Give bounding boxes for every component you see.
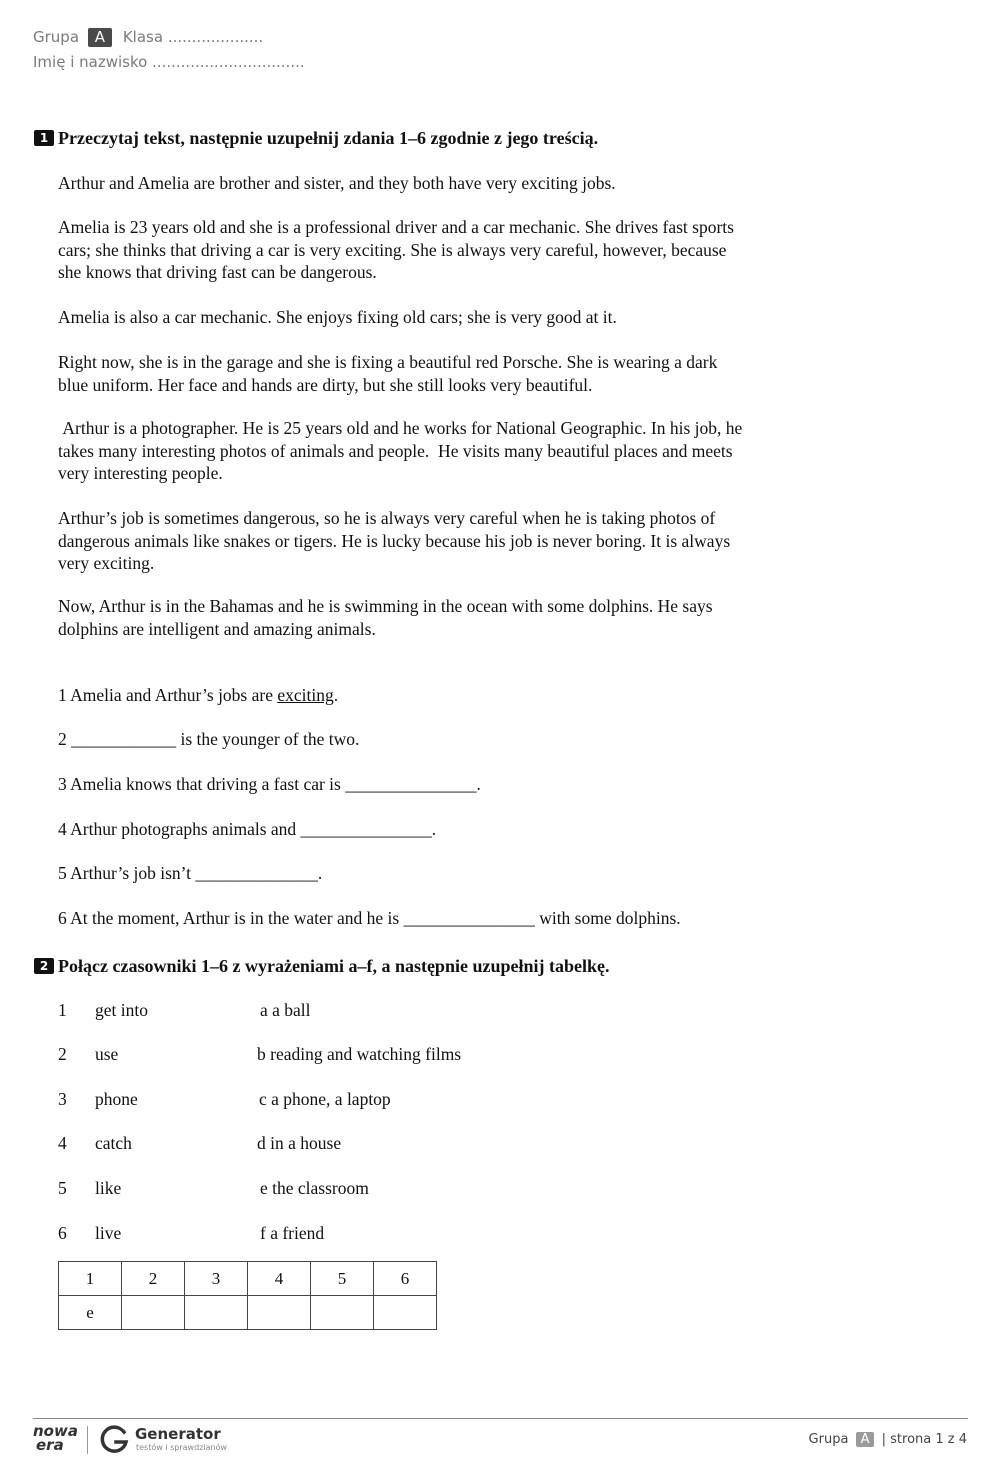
sentence-1 [58,685,338,706]
verb: get into [95,1000,148,1020]
answer-table-header-cell: 4 [248,1262,311,1296]
task1-instruction: Przeczytaj tekst, następnie uzupełnij zdania 1–6 zgodnie z jego treścią. [58,128,599,148]
verb-number: 5 [58,1178,67,1198]
task1-number: 1 [34,130,54,146]
answer-cell[interactable] [122,1296,185,1330]
generator-title: Generator [135,1425,221,1443]
answer-table [58,1261,437,1330]
phrase: d in a house [257,1133,342,1153]
phrase: c a phone, a laptop [259,1089,391,1109]
verb-number: 4 [58,1133,67,1153]
verb-number: 3 [58,1089,67,1109]
answer-cell[interactable] [311,1296,374,1330]
footer-group-badge: A [856,1432,875,1447]
footer-divider [33,1418,968,1419]
verb-number: 2 [58,1044,67,1064]
task1-heading [34,128,598,149]
verb: catch [95,1133,132,1153]
answer-cell[interactable] [185,1296,248,1330]
nowa-era-logo [33,1424,78,1452]
answer-table-header-cell: 5 [311,1262,374,1296]
sentence-3[interactable]: 3 Amelia knows that driving a fast car is _______________. [58,774,481,794]
phrase: b reading and watching films [257,1044,462,1064]
task2-instruction: Połącz czasowniki 1–6 z wyrażeniami a–f, a następnie uzupełnij tabelkę. [58,956,610,976]
phrase: f a friend [260,1223,325,1243]
generator-subtitle: testów i sprawdzianów [136,1443,227,1452]
task2-heading [34,956,609,977]
group-badge: A [88,28,112,47]
text-paragraph: Arthur is a photographer. He is 25 years old and he works for National Geographic. In his job, he takes many interesting photos of animals and people. He visits many beautiful places and meets very interesting people. [58,418,747,483]
text-paragraph: Arthur and Amelia are brother and sister, and they both have very exciting jobs. [58,173,616,193]
sentence-5[interactable]: 5 Arthur’s job isn’t ______________. [58,863,323,883]
name-field[interactable]: Imię i nazwisko ................................ [33,53,305,71]
logo-separator [87,1426,88,1454]
group-label: Grupa [33,28,80,46]
answer-table-header-cell: 6 [374,1262,437,1296]
class-field[interactable]: Klasa .................... [122,28,264,46]
text-paragraph: Now, Arthur is in the Bahamas and he is swimming in the ocean with some dolphins. He says dolphins are intelligent and amazing animals. [58,596,713,639]
page-footer [809,1432,967,1447]
task2-number: 2 [34,958,54,974]
sentence-1-suffix: . [333,685,339,705]
text-paragraph: Right now, she is in the garage and she is fixing a beautiful red Porsche. She is wearing a dark blue uniform. Her face and hands are dirty, but she still looks very beautiful. [58,352,718,395]
generator-g-icon [100,1424,130,1459]
logo-era-text: era [36,1436,64,1454]
sentence-1-answer: exciting [277,685,334,705]
sentence-4[interactable]: 4 Arthur photographs animals and _______________. [58,819,437,839]
page-indicator: | strona 1 z 4 [881,1432,967,1447]
verb: use [95,1044,119,1064]
verb: live [95,1223,122,1243]
answer-cell[interactable]: e [59,1296,122,1330]
verb-number: 6 [58,1223,67,1243]
answer-table-header-cell: 2 [122,1262,185,1296]
answer-table-answer-row [59,1296,437,1330]
verb: phone [95,1089,138,1109]
answer-cell[interactable] [374,1296,437,1330]
text-paragraph: Amelia is 23 years old and she is a professional driver and a car mechanic. She drives fast sports cars; she thinks that driving a car is very exciting. She is always very careful, however, because she knows that driving fast can be dangerous. [58,217,734,282]
answer-cell[interactable] [248,1296,311,1330]
answer-table-header-cell: 3 [185,1262,248,1296]
sentence-1-prefix: 1 Amelia and Arthur’s jobs are [58,685,278,705]
sentence-2[interactable]: 2 ____________ is the younger of the two. [58,729,360,749]
sentence-6[interactable]: 6 At the moment, Arthur is in the water and he is _______________ with some dolphins. [58,908,681,928]
group-class-line [33,28,263,47]
phrase: e the classroom [260,1178,369,1198]
text-paragraph: Arthur’s job is sometimes dangerous, so he is always very careful when he is taking photos of dangerous animals like snakes or tigers. He is lucky because his job is never boring. It is always very exciting. [58,508,731,573]
logo-nowa-text: nowa [33,1422,78,1440]
answer-table-header-row [59,1262,437,1296]
footer-group-label: Grupa [808,1432,849,1447]
text-paragraph: Amelia is also a car mechanic. She enjoys fixing old cars; she is very good at it. [58,307,617,327]
verb-number: 1 [58,1000,67,1020]
verb: like [95,1178,122,1198]
phrase: a a ball [260,1000,311,1020]
answer-table-header-cell: 1 [59,1262,122,1296]
